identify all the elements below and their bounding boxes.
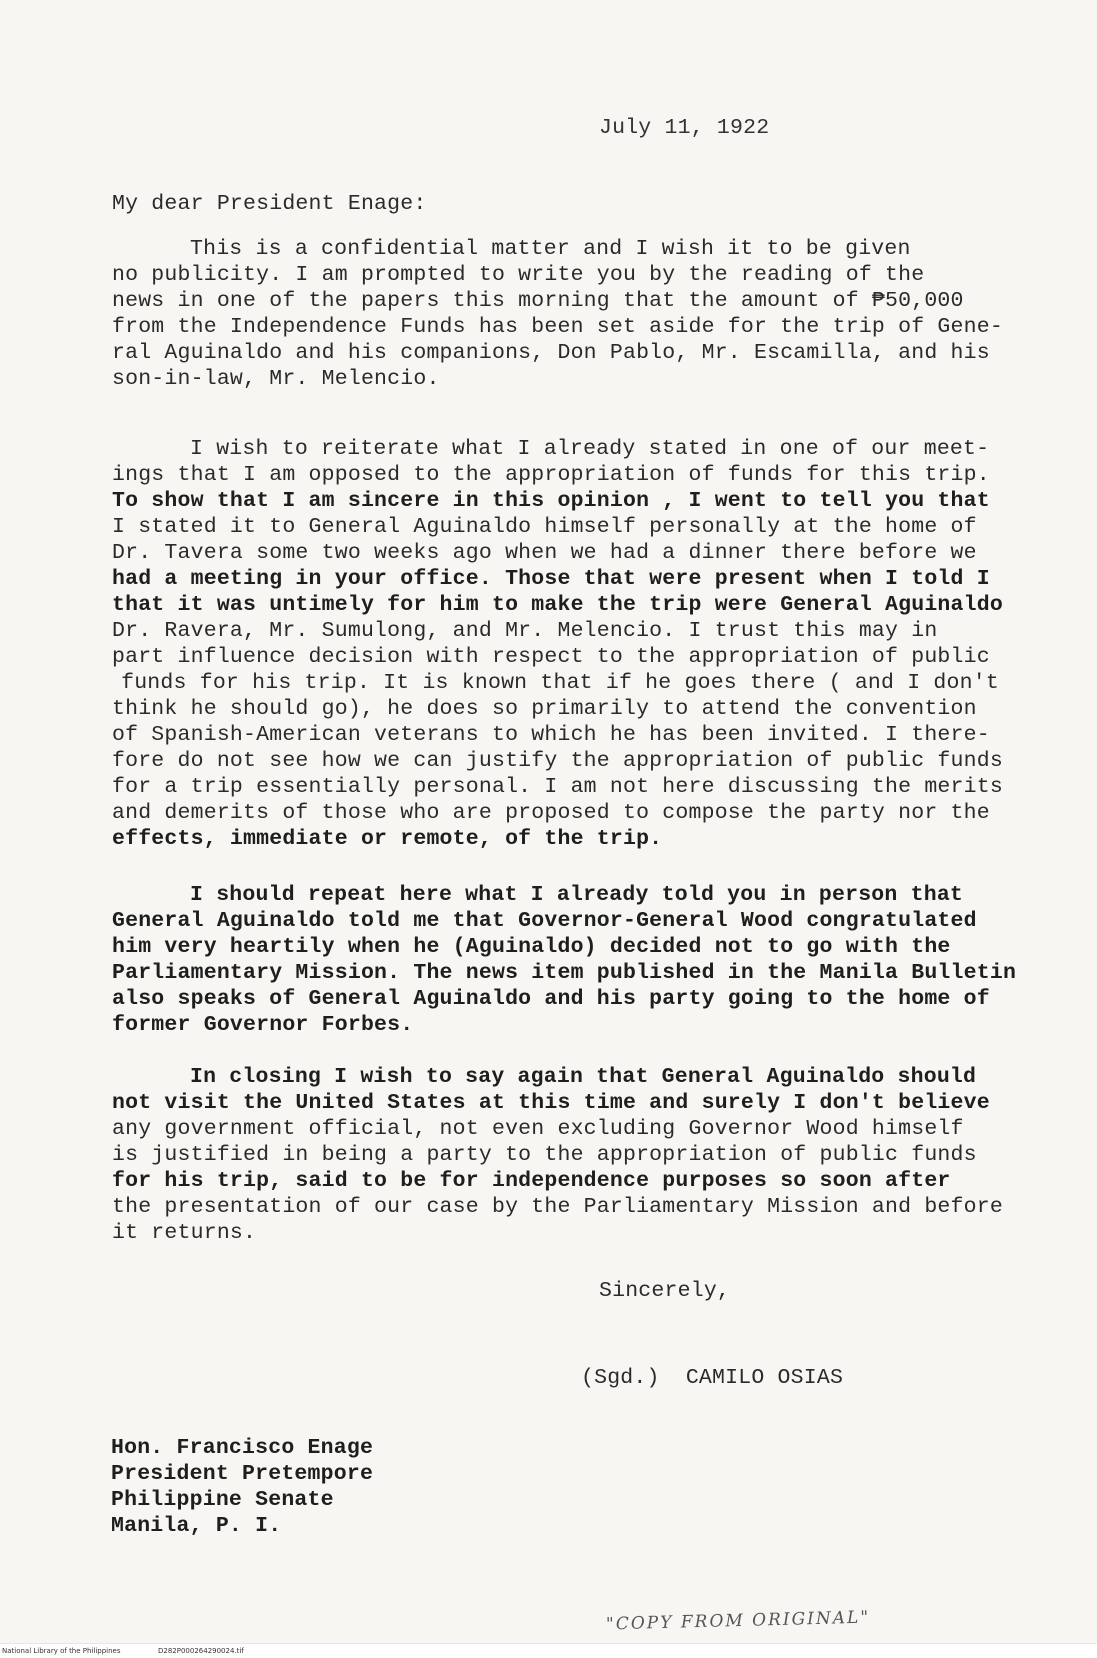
signature: (Sgd.) CAMILO OSIAS — [581, 1366, 844, 1390]
paragraph-line: I wish to reiterate what I already stated in one of our meet- — [190, 437, 990, 461]
paragraph-line: I should repeat here what I already told you in person that — [190, 883, 964, 907]
scan-footer — [0, 1643, 1097, 1658]
addressee-line: Hon. Francisco Enage — [111, 1436, 374, 1460]
paragraph-line: the presentation of our case by the Parliamentary Mission and before — [112, 1195, 1003, 1219]
paragraph-line: son-in-law, Mr. Melencio. — [112, 367, 440, 391]
footer-source: National Library of the Philippines — [2, 1647, 121, 1655]
paragraph-line: no publicity. I am prompted to write you by the reading of the — [112, 263, 925, 287]
paragraph-line: also speaks of General Aguinaldo and his party going to the home of — [112, 987, 990, 1011]
paragraph-line: not visit the United States at this time and surely I don't believe — [112, 1091, 990, 1115]
paragraph-line: him very heartily when he (Aguinaldo) decided not to go with the — [112, 935, 951, 959]
paragraph-line: former Governor Forbes. — [112, 1013, 414, 1037]
paragraph-line: of Spanish-American veterans to which he has been invited. I there- — [112, 723, 990, 747]
paragraph-line: for his trip, said to be for independence purposes so soon after — [112, 1169, 951, 1193]
paragraph-line: part influence decision with respect to the appropriation of public — [112, 645, 990, 669]
paragraph-line: funds for his trip. It is known that if he goes there ( and I don't — [108, 671, 999, 695]
paragraph-line: news in one of the papers this morning that the amount of ₱50,000 — [112, 289, 964, 313]
paragraph-line: ings that I am opposed to the appropriation of funds for this trip. — [112, 463, 990, 487]
paragraph-line: This is a confidential matter and I wish it to be given — [190, 237, 911, 261]
paragraph-line: and demerits of those who are proposed to compose the party nor the — [112, 801, 990, 825]
paragraph-line: To show that I am sincere in this opinion , I went to tell you that — [112, 489, 990, 513]
paragraph-line: it returns. — [112, 1221, 257, 1245]
paragraph-line: Dr. Ravera, Mr. Sumulong, and Mr. Melencio. I trust this may in — [112, 619, 938, 643]
paragraph-line: effects, immediate or remote, of the trip. — [112, 827, 663, 851]
paragraph-line: I stated it to General Aguinaldo himself personally at the home of — [112, 515, 977, 539]
salutation: My dear President Enage: — [112, 192, 427, 216]
paragraph-line: think he should go), he does so primarily to attend the convention — [112, 697, 977, 721]
paragraph-line: for a trip essentially personal. I am not here discussing the merits — [112, 775, 1003, 799]
addressee-line: Philippine Senate — [111, 1488, 334, 1512]
paragraph-line: Parliamentary Mission. The news item published in the Manila Bulletin — [112, 961, 1017, 985]
closing: Sincerely, — [599, 1279, 731, 1303]
paragraph-line: that it was untimely for him to make the trip were General Aguinaldo — [112, 593, 1003, 617]
footer-filename: D282P000264290024.tif — [158, 1647, 244, 1655]
paragraph-line: is justified in being a party to the appropriation of public funds — [112, 1143, 977, 1167]
paragraph-line: from the Independence Funds has been set aside for the trip of Gene- — [112, 315, 1003, 339]
paragraph-line: fore do not see how we can justify the appropriation of public funds — [112, 749, 1003, 773]
paragraph-line: In closing I wish to say again that General Aguinaldo should — [190, 1065, 977, 1089]
paragraph-line: General Aguinaldo told me that Governor-General Wood congratulated — [112, 909, 977, 933]
handwritten-note: "COPY FROM ORIGINAL" — [605, 1607, 871, 1635]
paragraph-line: Dr. Tavera some two weeks ago when we had a dinner there before we — [112, 541, 977, 565]
paragraph-line: had a meeting in your office. Those that were present when I told I — [112, 567, 990, 591]
addressee-line: Manila, P. I. — [111, 1514, 282, 1538]
letter-date: July 11, 1922 — [599, 116, 770, 140]
addressee-line: President Pretempore — [111, 1462, 374, 1486]
paragraph-line: ral Aguinaldo and his companions, Don Pablo, Mr. Escamilla, and his — [112, 341, 990, 365]
paragraph-line: any government official, not even excluding Governor Wood himself — [112, 1117, 964, 1141]
